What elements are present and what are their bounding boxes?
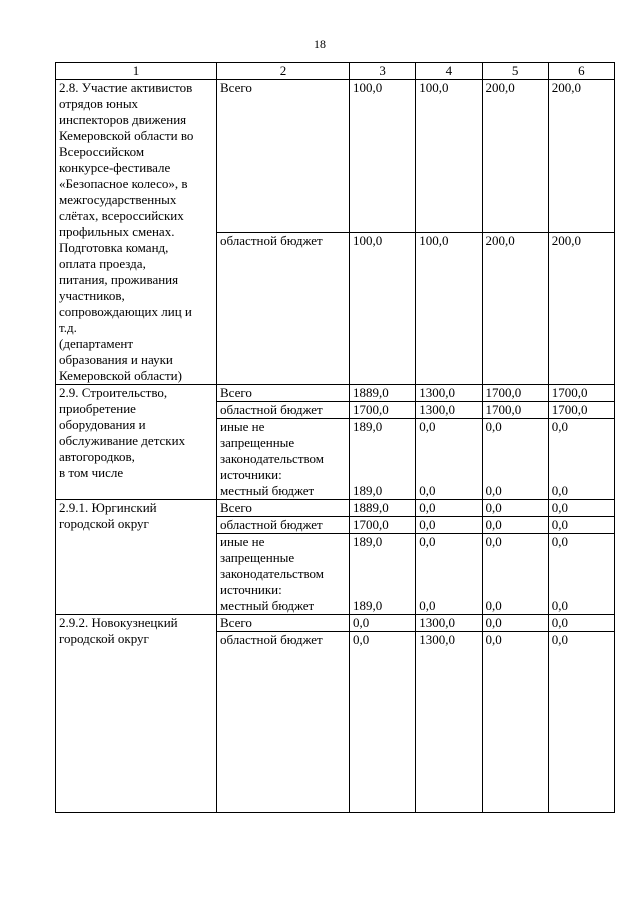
spacer bbox=[419, 566, 478, 582]
amount-cell-year-3 bbox=[350, 632, 416, 813]
table-row bbox=[56, 80, 615, 233]
funding-source bbox=[217, 402, 350, 419]
spacer bbox=[552, 451, 611, 467]
spacer bbox=[419, 582, 478, 598]
table-row bbox=[56, 500, 615, 517]
spacer bbox=[552, 467, 611, 483]
budget-table bbox=[55, 62, 615, 813]
spacer bbox=[353, 566, 412, 582]
spacer bbox=[353, 467, 412, 483]
spacer bbox=[353, 451, 412, 467]
amount-value: 189,0 bbox=[353, 419, 383, 434]
amount-value: 1300,0 bbox=[419, 632, 455, 647]
program-item-name-line: городской округ bbox=[59, 631, 149, 646]
amount-value: 0,0 bbox=[485, 632, 502, 647]
amount-cell-year-3 bbox=[350, 232, 416, 385]
amount-value: 1700,0 bbox=[551, 385, 588, 400]
funding-source-line: законодательством bbox=[220, 451, 325, 466]
amount-value: 1700,0 bbox=[353, 402, 389, 417]
amount-cell-year-6 bbox=[548, 385, 614, 402]
amount-value: 0,0 bbox=[485, 615, 502, 630]
program-item-name-line: приобретение bbox=[59, 401, 136, 416]
amount-cell-year-4 bbox=[416, 534, 482, 615]
amount-cell-year-3 bbox=[350, 385, 416, 402]
funding-source-line: Всего bbox=[220, 385, 252, 400]
funding-source bbox=[217, 534, 350, 615]
amount-cell-year-5 bbox=[482, 402, 548, 419]
amount-value: 0,0 bbox=[485, 517, 502, 532]
funding-source-line: местный бюджет bbox=[220, 483, 315, 498]
program-item-name-line: оборудования и bbox=[59, 417, 146, 432]
amount-cell-year-6 bbox=[548, 500, 614, 517]
amount-value: 200,0 bbox=[485, 80, 515, 95]
amount-value: 0,0 bbox=[419, 534, 436, 549]
amount-value: 1700,0 bbox=[485, 385, 522, 400]
amount-value: 0,0 bbox=[419, 419, 436, 434]
spacer bbox=[486, 467, 545, 483]
amount-value-local-budget: 0,0 bbox=[419, 598, 436, 613]
program-item-name-line: конкурсе-фестивале bbox=[59, 160, 171, 175]
amount-value: 1700,0 bbox=[353, 517, 389, 532]
funding-source-line: иные не bbox=[220, 419, 265, 434]
funding-source-line: законодательством bbox=[220, 566, 325, 581]
amount-cell-year-6 bbox=[548, 80, 614, 233]
program-item-name-line: 2.8. Участие активистов bbox=[59, 80, 193, 95]
program-item-name-line: (департамент bbox=[59, 336, 134, 351]
spacer bbox=[419, 467, 478, 483]
funding-source-line: областной бюджет bbox=[220, 402, 323, 417]
amount-cell-year-5 bbox=[482, 632, 548, 813]
funding-source-line: иные не bbox=[220, 534, 265, 549]
amount-value: 1700,0 bbox=[551, 402, 588, 417]
table-row bbox=[56, 615, 615, 632]
spacer bbox=[419, 435, 478, 451]
amount-value: 0,0 bbox=[551, 615, 568, 630]
amount-cell-year-3 bbox=[350, 500, 416, 517]
amount-value: 0,0 bbox=[485, 419, 502, 434]
funding-source bbox=[217, 385, 350, 402]
spacer bbox=[486, 550, 545, 566]
program-item-name bbox=[56, 80, 217, 385]
amount-value: 100,0 bbox=[353, 80, 383, 95]
amount-value: 0,0 bbox=[551, 534, 568, 549]
column-header-3: 3 bbox=[350, 63, 416, 80]
column-header-2: 2 bbox=[217, 63, 350, 80]
program-item-name-line: оплата проезда, bbox=[59, 256, 146, 271]
amount-value: 1300,0 bbox=[419, 402, 455, 417]
spacer bbox=[552, 566, 611, 582]
funding-source-line: источники: bbox=[220, 467, 282, 482]
spacer bbox=[552, 435, 611, 451]
spacer bbox=[353, 550, 412, 566]
amount-value: 1889,0 bbox=[353, 385, 389, 400]
program-item-name-line: сопровождающих лиц и bbox=[59, 304, 192, 319]
program-item-name-line: 2.9.1. Юргинский bbox=[59, 500, 157, 515]
program-item-name-line: 2.9.2. Новокузнецкий bbox=[59, 615, 178, 630]
program-item-name-line: автогородков, bbox=[59, 449, 135, 464]
table-body bbox=[56, 80, 615, 813]
amount-cell-year-6 bbox=[548, 402, 614, 419]
funding-source-line: запрещенные bbox=[220, 435, 295, 450]
program-item-name-line: профильных сменах. bbox=[59, 224, 175, 239]
program-item-name-line: городской округ bbox=[59, 516, 149, 531]
amount-value: 1300,0 bbox=[419, 615, 455, 630]
amount-value: 0,0 bbox=[419, 500, 436, 515]
amount-cell-year-4 bbox=[416, 419, 482, 500]
program-item-name-line: отрядов юных bbox=[59, 96, 139, 111]
funding-source-line: запрещенные bbox=[220, 550, 295, 565]
amount-value: 0,0 bbox=[485, 500, 502, 515]
program-item-name-line: 2.9. Строительство, bbox=[59, 385, 168, 400]
amount-cell-year-5 bbox=[482, 534, 548, 615]
amount-cell-year-4 bbox=[416, 500, 482, 517]
funding-source-line: Всего bbox=[220, 80, 252, 95]
amount-value: 100,0 bbox=[353, 232, 383, 248]
amount-value-local-budget: 189,0 bbox=[353, 598, 383, 613]
amount-cell-year-4 bbox=[416, 80, 482, 233]
funding-source bbox=[217, 419, 350, 500]
amount-cell-year-3 bbox=[350, 615, 416, 632]
program-item-name-line: образования и науки bbox=[59, 352, 173, 367]
funding-source bbox=[217, 615, 350, 632]
amount-value-local-budget: 0,0 bbox=[551, 598, 568, 613]
funding-source bbox=[217, 80, 350, 233]
amount-value: 0,0 bbox=[485, 534, 502, 549]
amount-cell-year-5 bbox=[482, 500, 548, 517]
amount-value: 0,0 bbox=[353, 615, 370, 630]
program-item-name-line: участников, bbox=[59, 288, 125, 303]
amount-cell-year-4 bbox=[416, 385, 482, 402]
spacer bbox=[486, 566, 545, 582]
spacer bbox=[353, 582, 412, 598]
amount-cell-year-4 bbox=[416, 632, 482, 813]
amount-cell-year-5 bbox=[482, 385, 548, 402]
program-item-name bbox=[56, 615, 217, 813]
program-item-name-line: слётах, всероссийских bbox=[59, 208, 184, 223]
amount-value: 0,0 bbox=[551, 517, 568, 532]
amount-cell-year-5 bbox=[482, 232, 548, 385]
amount-value: 100,0 bbox=[419, 80, 449, 95]
program-item-name-line: Подготовка команд, bbox=[59, 240, 169, 255]
amount-value: 189,0 bbox=[353, 534, 383, 549]
program-item-name-line: Кемеровской области) bbox=[59, 368, 182, 383]
amount-cell-year-6 bbox=[548, 615, 614, 632]
amount-cell-year-3 bbox=[350, 80, 416, 233]
amount-value: 100,0 bbox=[419, 232, 449, 248]
funding-source-line: местный бюджет bbox=[220, 598, 315, 613]
amount-value-local-budget: 0,0 bbox=[485, 598, 502, 613]
program-item-name-line: обслуживание детских bbox=[59, 433, 186, 448]
program-item-name-line: инспекторов движения bbox=[59, 112, 187, 127]
funding-source-line: источники: bbox=[220, 582, 282, 597]
program-item-name-line: Кемеровской области во bbox=[59, 128, 194, 143]
amount-cell-year-6 bbox=[548, 419, 614, 500]
amount-value-local-budget: 0,0 bbox=[551, 483, 568, 498]
program-item-name-line: т.д. bbox=[59, 320, 77, 335]
amount-cell-year-3 bbox=[350, 419, 416, 500]
amount-cell-year-3 bbox=[350, 534, 416, 615]
amount-value: 1700,0 bbox=[485, 402, 522, 417]
program-item-name-line: межгосударственных bbox=[59, 192, 177, 207]
spacer bbox=[552, 550, 611, 566]
funding-source bbox=[217, 232, 350, 385]
amount-cell-year-6 bbox=[548, 232, 614, 385]
amount-cell-year-6 bbox=[548, 534, 614, 615]
amount-cell-year-5 bbox=[482, 615, 548, 632]
amount-cell-year-6 bbox=[548, 632, 614, 813]
amount-value: 1889,0 bbox=[353, 500, 389, 515]
amount-value: 0,0 bbox=[551, 419, 568, 434]
amount-cell-year-4 bbox=[416, 615, 482, 632]
table-row bbox=[56, 385, 615, 402]
program-item-name bbox=[56, 385, 217, 500]
page-number: 18 bbox=[314, 37, 326, 51]
spacer bbox=[419, 451, 478, 467]
amount-cell-year-4 bbox=[416, 402, 482, 419]
amount-cell-year-5 bbox=[482, 517, 548, 534]
amount-value-local-budget: 0,0 bbox=[419, 483, 436, 498]
program-item-name-line: «Безопасное колесо», в bbox=[59, 176, 188, 191]
spacer bbox=[552, 582, 611, 598]
column-header-6: 6 bbox=[548, 63, 614, 80]
amount-cell-year-3 bbox=[350, 402, 416, 419]
amount-cell-year-6 bbox=[548, 517, 614, 534]
program-item-name-line: питания, проживания bbox=[59, 272, 179, 287]
amount-cell-year-3 bbox=[350, 517, 416, 534]
program-item-name-line: Всероссийском bbox=[59, 144, 145, 159]
program-item-name-line: в том числе bbox=[59, 465, 124, 480]
amount-value: 0,0 bbox=[353, 632, 370, 647]
column-header-4: 4 bbox=[416, 63, 482, 80]
amount-cell-year-4 bbox=[416, 517, 482, 534]
amount-value-local-budget: 189,0 bbox=[353, 483, 383, 498]
funding-source-line: областной бюджет bbox=[220, 232, 323, 248]
spacer bbox=[486, 435, 545, 451]
amount-value: 0,0 bbox=[551, 632, 568, 647]
amount-cell-year-5 bbox=[482, 80, 548, 233]
amount-value: 1300,0 bbox=[419, 385, 455, 400]
column-header-1: 1 bbox=[56, 63, 217, 80]
funding-source bbox=[217, 632, 350, 813]
table-header-row bbox=[56, 63, 615, 80]
program-item-name bbox=[56, 500, 217, 615]
funding-source-line: Всего bbox=[220, 615, 252, 630]
funding-source-line: областной бюджет bbox=[220, 632, 323, 647]
spacer bbox=[486, 582, 545, 598]
amount-value: 200,0 bbox=[485, 232, 515, 248]
funding-source bbox=[217, 517, 350, 534]
column-header-5: 5 bbox=[482, 63, 548, 80]
amount-cell-year-5 bbox=[482, 419, 548, 500]
amount-value-local-budget: 0,0 bbox=[485, 483, 502, 498]
funding-source-line: Всего bbox=[220, 500, 252, 515]
amount-value: 200,0 bbox=[551, 232, 581, 248]
amount-value: 0,0 bbox=[551, 500, 568, 515]
spacer bbox=[419, 550, 478, 566]
spacer bbox=[486, 451, 545, 467]
funding-source-line: областной бюджет bbox=[220, 517, 323, 532]
amount-value: 200,0 bbox=[551, 80, 581, 95]
funding-source bbox=[217, 500, 350, 517]
amount-value: 0,0 bbox=[419, 517, 436, 532]
spacer bbox=[353, 435, 412, 451]
amount-cell-year-4 bbox=[416, 232, 482, 385]
